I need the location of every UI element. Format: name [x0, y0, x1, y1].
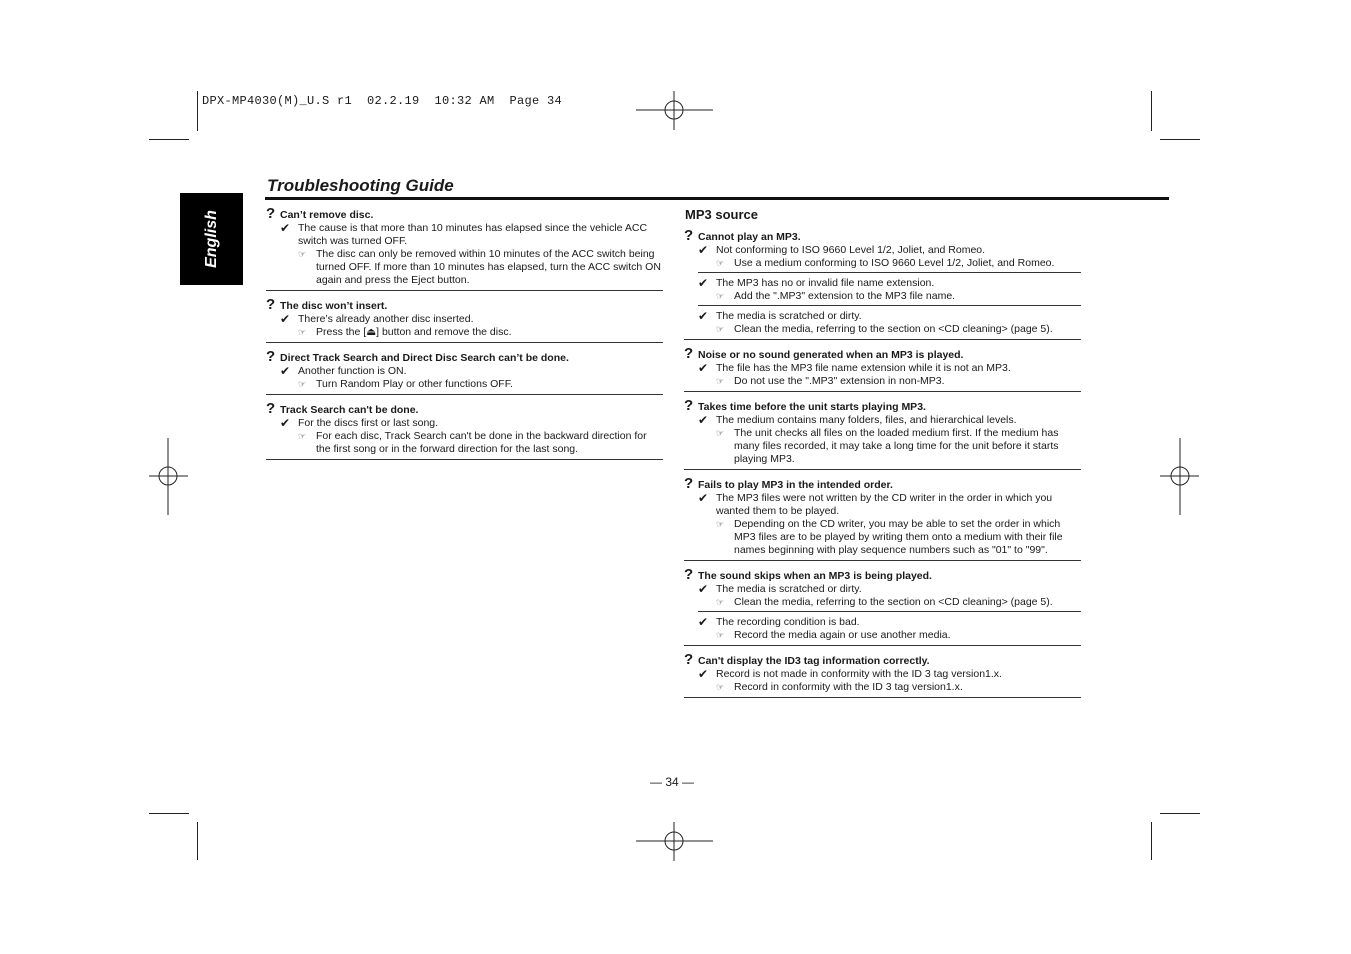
trouble-item [684, 228, 1081, 340]
mp3-items [684, 228, 1081, 698]
problem-text: Can’t remove disc. [280, 209, 374, 221]
cause-text: The media is scratched or dirty. [716, 310, 862, 322]
problem-text: Can't display the ID3 tag information correctly. [698, 655, 930, 667]
cause-text: Not conforming to ISO 9660 Level 1/2, Joliet, and Romeo. [716, 244, 986, 256]
section-title: MP3 source [685, 207, 758, 222]
cause-block [280, 222, 663, 287]
pointing-hand-icon: ☞ [716, 519, 725, 529]
cause-text: The file has the MP3 file name extension while it is not an MP3. [716, 362, 1011, 374]
pointing-hand-icon: ☞ [298, 379, 307, 389]
question-icon: ? [266, 296, 276, 313]
remedy-text: Clean the media, referring to the section on <CD cleaning> (page 5). [734, 596, 1053, 608]
cause-block [280, 313, 663, 339]
remedy-row [716, 681, 1081, 694]
remedy-row [716, 518, 1081, 557]
checkmark-icon: ✔ [698, 615, 709, 629]
question-icon: ? [266, 205, 276, 222]
left-column [266, 206, 663, 466]
cause-text: The MP3 has no or invalid file name extension. [716, 277, 935, 289]
trouble-item [266, 349, 663, 395]
right-column [684, 206, 1081, 704]
cause-row [280, 365, 663, 378]
question-icon: ? [684, 397, 694, 414]
language-tab [180, 193, 243, 285]
pointing-hand-icon: ☞ [716, 682, 725, 692]
pointing-hand-icon: ☞ [716, 428, 725, 438]
cause-block [698, 414, 1081, 466]
problem-text: The sound skips when an MP3 is being played. [698, 570, 932, 582]
cause-row [698, 362, 1081, 375]
remedy-row [298, 248, 663, 287]
problem [266, 350, 663, 365]
remedy-row [716, 257, 1081, 270]
remedy-row [716, 375, 1081, 388]
checkmark-icon: ✔ [698, 309, 709, 323]
pointing-hand-icon: ☞ [298, 249, 307, 259]
checkmark-icon: ✔ [698, 413, 709, 427]
checkmark-icon: ✔ [280, 312, 291, 326]
question-icon: ? [684, 475, 694, 492]
trouble-item [266, 401, 663, 460]
cause-row [698, 668, 1081, 681]
remedy-text: Use a medium conforming to ISO 9660 Level 1/2, Joliet, and Romeo. [734, 257, 1055, 269]
remedy-text: Turn Random Play or other functions OFF. [316, 378, 513, 390]
cause-row [698, 616, 1081, 629]
problem [266, 402, 663, 417]
cause-text: Another function is ON. [298, 365, 407, 377]
question-icon: ? [684, 651, 694, 668]
cause-text: The MP3 files were not written by the CD writer in the order in which you wanted them to be played. [716, 492, 1053, 517]
cause-row [698, 310, 1081, 323]
trouble-item [684, 652, 1081, 698]
language-label: English [202, 210, 220, 268]
pointing-hand-icon: ☞ [716, 376, 725, 386]
cause-block [698, 583, 1081, 612]
checkmark-icon: ✔ [698, 243, 709, 257]
remedy-row [716, 629, 1081, 642]
print-slug: DPX-MP4030(M)_U.S r1 02.2.19 10:32 AM Page 34 [202, 94, 563, 108]
question-icon: ? [684, 227, 694, 244]
problem [684, 347, 1081, 362]
cause-text: There’s already another disc inserted. [298, 313, 474, 325]
problem-text: Takes time before the unit starts playing MP3. [698, 401, 926, 413]
remedy-text: The disc can only be removed within 10 minutes of the ACC switch being turned OFF. If more than 10 minutes has elapsed, turn the ACC switch ON again and press the Eject button. [316, 248, 661, 286]
problem [684, 229, 1081, 244]
cause-row [698, 277, 1081, 290]
remedy-text: Depending on the CD writer, you may be able to set the order in which MP3 files are to be played by writing them onto a medium with their file names beginning with play sequence numbers such as "01" to "99". [734, 518, 1063, 556]
problem-text: Cannot play an MP3. [698, 231, 801, 243]
pointing-hand-icon: ☞ [716, 291, 725, 301]
problem [684, 399, 1081, 414]
cause-row [280, 313, 663, 326]
cause-block [698, 668, 1081, 694]
remedy-row [298, 378, 663, 391]
remedy-row [298, 326, 663, 339]
cause-text: The recording condition is bad. [716, 616, 860, 628]
trouble-item [684, 398, 1081, 470]
cause-block [698, 362, 1081, 388]
cause-block [698, 244, 1081, 273]
cause-text: The media is scratched or dirty. [716, 583, 862, 595]
title-rule [265, 197, 1169, 200]
problem [684, 477, 1081, 492]
question-icon: ? [684, 566, 694, 583]
pointing-hand-icon: ☞ [298, 431, 307, 441]
remedy-row [298, 430, 663, 456]
problem-text: Direct Track Search and Direct Disc Search can’t be done. [280, 352, 569, 364]
page-number: — 34 — [650, 775, 695, 789]
problem [266, 298, 663, 313]
remedy-row [716, 290, 1081, 303]
cause-text: The cause is that more than 10 minutes has elapsed since the vehicle ACC switch was turned OFF. [298, 222, 648, 247]
trouble-item [684, 476, 1081, 561]
trouble-item [684, 567, 1081, 646]
cause-text: For the discs first or last song. [298, 417, 439, 429]
trouble-item [684, 346, 1081, 392]
cause-block [698, 616, 1081, 642]
cause-block [698, 277, 1081, 306]
problem [684, 568, 1081, 583]
pointing-hand-icon: ☞ [298, 327, 307, 337]
cause-block [280, 365, 663, 391]
cause-row [280, 222, 663, 248]
checkmark-icon: ✔ [280, 416, 291, 430]
remedy-text: Record the media again or use another media. [734, 629, 951, 641]
problem [266, 207, 663, 222]
cause-row [698, 583, 1081, 596]
checkmark-icon: ✔ [280, 364, 291, 378]
pointing-hand-icon: ☞ [716, 258, 725, 268]
problem [684, 653, 1081, 668]
problem-text: The disc won’t insert. [280, 300, 388, 312]
question-icon: ? [266, 348, 276, 365]
remedy-text: Clean the media, referring to the section on <CD cleaning> (page 5). [734, 323, 1053, 335]
cause-block [698, 492, 1081, 557]
cause-row [280, 417, 663, 430]
checkmark-icon: ✔ [698, 361, 709, 375]
pointing-hand-icon: ☞ [716, 597, 725, 607]
remedy-text: Do not use the ".MP3" extension in non-MP3. [734, 375, 945, 387]
remedy-text: Record in conformity with the ID 3 tag version1.x. [734, 681, 963, 693]
problem-text: Fails to play MP3 in the intended order. [698, 479, 893, 491]
remedy-row [716, 323, 1081, 336]
checkmark-icon: ✔ [698, 667, 709, 681]
checkmark-icon: ✔ [280, 221, 291, 235]
checkmark-icon: ✔ [698, 491, 709, 505]
question-icon: ? [266, 400, 276, 417]
pointing-hand-icon: ☞ [716, 324, 725, 334]
cause-text: Record is not made in conformity with the ID 3 tag version1.x. [716, 668, 1002, 680]
problem-text: Track Search can't be done. [280, 404, 419, 416]
cause-row [698, 414, 1081, 427]
remedy-row [716, 596, 1081, 609]
cause-text: The medium contains many folders, files, and hierarchical levels. [716, 414, 1017, 426]
remedy-text: Add the ".MP3" extension to the MP3 file name. [734, 290, 956, 302]
page-title: Troubleshooting Guide [267, 176, 454, 195]
remedy-row [716, 427, 1081, 466]
cause-block [698, 310, 1081, 336]
remedy-text: Press the [⏏] button and remove the disc. [316, 326, 512, 338]
checkmark-icon: ✔ [698, 276, 709, 290]
pointing-hand-icon: ☞ [716, 630, 725, 640]
checkmark-icon: ✔ [698, 582, 709, 596]
remedy-text: For each disc, Track Search can't be done in the backward direction for the first song or in the forward direction for the last song. [316, 430, 647, 455]
cause-block [280, 417, 663, 456]
cause-row [698, 244, 1081, 257]
question-icon: ? [684, 345, 694, 362]
trouble-item [266, 297, 663, 343]
trouble-item [266, 206, 663, 291]
remedy-text: The unit checks all files on the loaded medium first. If the medium has many files recorded, it may take a long time for the unit before it starts playing MP3. [734, 427, 1059, 465]
problem-text: Noise or no sound generated when an MP3 is played. [698, 349, 964, 361]
cause-row [698, 492, 1081, 518]
